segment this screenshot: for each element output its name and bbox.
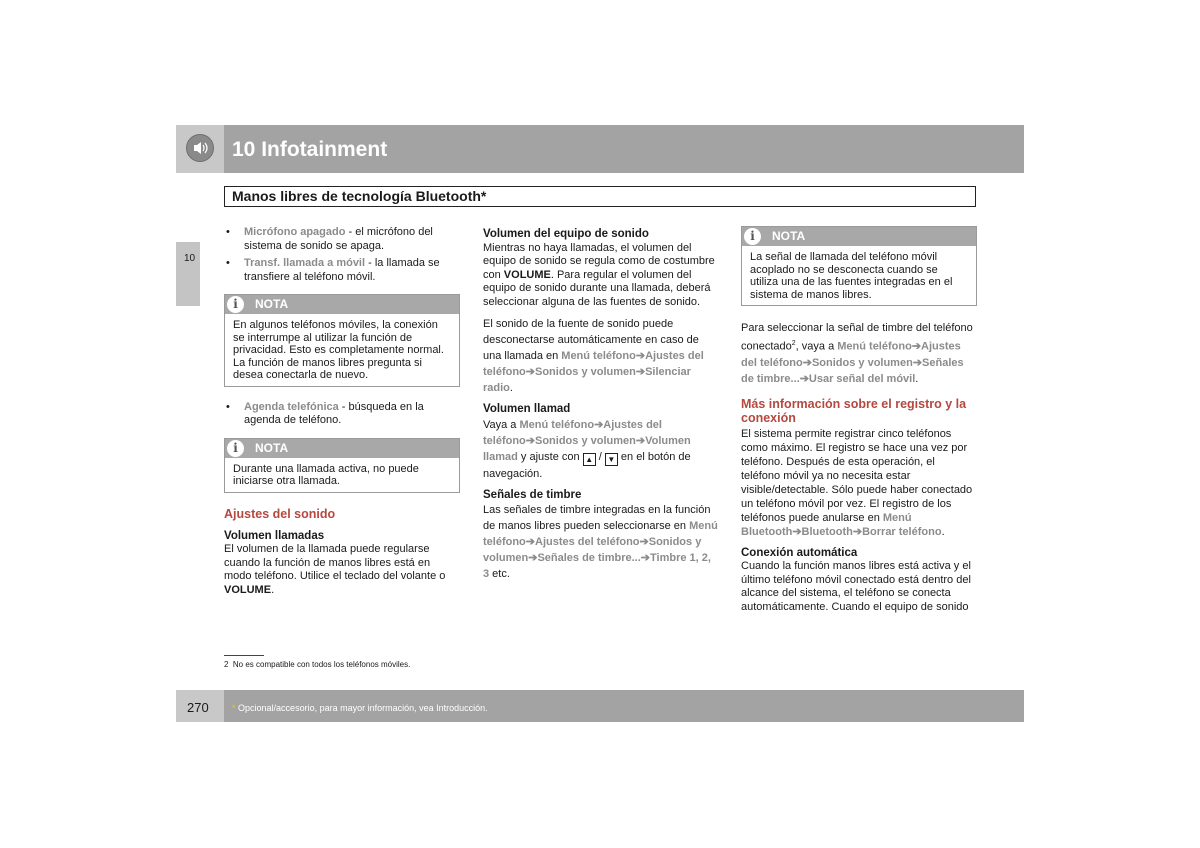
menu-term: Ajustes del teléfono (483, 350, 704, 378)
footnote-ref: 2 (791, 340, 796, 347)
arrow-icon: ➔ (635, 350, 646, 362)
footnote-rule (224, 655, 264, 656)
paragraph: Vaya a Menú teléfono➔Ajustes del teléfono➔Sonidos y volumen➔Volumen llamad y ajuste con ▲ / ▼ en el botón de navegación. (483, 418, 691, 480)
note-box (224, 438, 460, 493)
speaker-icon (186, 134, 214, 162)
menu-term: Silenciar radio (483, 366, 691, 394)
menu-term: Agenda telefónica (244, 400, 339, 413)
menu-term: Transf. llamada a móvil (244, 257, 366, 269)
note-box (224, 294, 460, 387)
subsection-heading: Ajustes del sonido (224, 506, 336, 521)
side-chapter-tab (176, 242, 200, 306)
paragraph: Mientras no haya llamadas, el volumen del equipo de sonido se regula como de costumbre con VOLUME. Para regular el volumen del equipo de sonido durante una llamada, deberá seleccionar alguna de las fuentes de sonido. (483, 241, 715, 308)
note-text: En algunos teléfonos móviles, la conexión se interrumpe al utilizar la función de privacidad. Esto es completamente normal. La función de manos libres pregunta si desea conectarla de nuevo. (233, 319, 444, 381)
info-icon: i (227, 296, 244, 313)
page-number: 270 (187, 700, 209, 715)
column-3 (741, 226, 977, 621)
info-icon: i (227, 440, 244, 457)
menu-term: Menú teléfono (561, 350, 636, 362)
bullet-item: • Agenda telefónica - búsqueda en la agenda de teléfono. (226, 400, 424, 426)
note-label: NOTA (255, 297, 289, 311)
bullet-item: • Transf. llamada a móvil - la llamada se transfiere al teléfono móvil. (226, 257, 440, 283)
paragraph: Las señales de timbre integradas en la función de manos libres pueden seleccionarse en Menú teléfono➔Ajustes del teléfono➔Sonidos y volumen➔Señales de timbre...➔Timbre 1, 2, 3 etc. (483, 504, 718, 580)
bullet-text: - el micrófono del sistema de sonido se apaga. (244, 226, 433, 252)
column-1 (224, 226, 460, 604)
footnote: 2 No es compatible con todos los teléfonos móviles. (224, 660, 411, 669)
note-box (741, 226, 977, 306)
arrow-icon: ➔ (525, 366, 535, 378)
side-chapter-tab-label: 10 (184, 253, 196, 264)
section-title: Manos libres de tecnología Bluetooth* (232, 188, 487, 204)
note-label: NOTA (772, 229, 806, 243)
up-arrow-icon: ▲ (583, 453, 596, 466)
bullet-text: - la llamada se transfiere al teléfono móvil. (244, 257, 440, 283)
heading: Señales de timbre (483, 488, 582, 501)
paragraph: El volumen de la llamada puede regularse cuando la función de manos libres está en modo teléfono. Utilice el teclado del volante o VOLUME. (224, 543, 446, 596)
down-arrow-icon: ▼ (605, 453, 618, 466)
bullet-item: • Micrófono apagado - el micrófono del sistema de sonido se apaga. (226, 226, 433, 252)
subsection-heading: Más información sobre el registro y la conexión (741, 396, 967, 425)
note-text: La señal de llamada del teléfono móvil acoplado no se desconecta cuando se utiliza una de las fuentes integradas en el sistema de manos libres. (750, 251, 953, 301)
chapter-title: 10 Infotainment (232, 138, 388, 161)
paragraph: Para seleccionar la señal de timbre del teléfono conectado$^2$, vaya a Menú teléfono➔Ajustes del teléfono➔Sonidos y volumen➔Señales de timbre...➔Usar señal del móvil. (741, 322, 973, 385)
menu-term: Sonidos y volumen (535, 366, 636, 378)
paragraph: El sonido de la fuente de sonido puede desconectarse automáticamente en caso de una llamada en Menú teléfono➔Ajustes del teléfono➔Sonidos y volumen➔Silenciar radio. (483, 318, 704, 394)
note-text: Durante una llamada activa, no puede iniciarse otra llamada. (233, 462, 419, 487)
info-icon: i (744, 228, 761, 245)
heading: Conexión automática (741, 546, 858, 559)
heading: Volumen llamadas (224, 529, 325, 542)
heading: Volumen del equipo de sonido (483, 228, 649, 240)
bullet-text: - búsqueda en la agenda de teléfono. (244, 400, 424, 426)
column-2 (483, 226, 719, 589)
note-label: NOTA (255, 440, 289, 455)
paragraph: Cuando la función manos libres está activa y el último teléfono móvil conectado está dentro del alcance del sistema, el teléfono se conecta automáticamente. Cuando el equipo de sonido (741, 560, 971, 613)
paragraph: El sistema permite registrar cinco teléfonos como máximo. El registro se hace una vez por teléfono. Después de esta operación, el teléfono móvil ya no necesita estar visible/detectable. Sólo puede haber conectado un teléfono móvil por vez. El registro de los teléfonos puede anularse en Menú Bluetooth➔Bluetooth➔Borrar teléfono. (741, 427, 973, 538)
footer-note: * Opcional/accesorio, para mayor información, vea Introducción. (232, 703, 488, 713)
arrow-icon: ➔ (635, 366, 646, 378)
menu-term: Micrófono apagado (244, 226, 346, 238)
heading: Volumen llamad (483, 403, 571, 415)
